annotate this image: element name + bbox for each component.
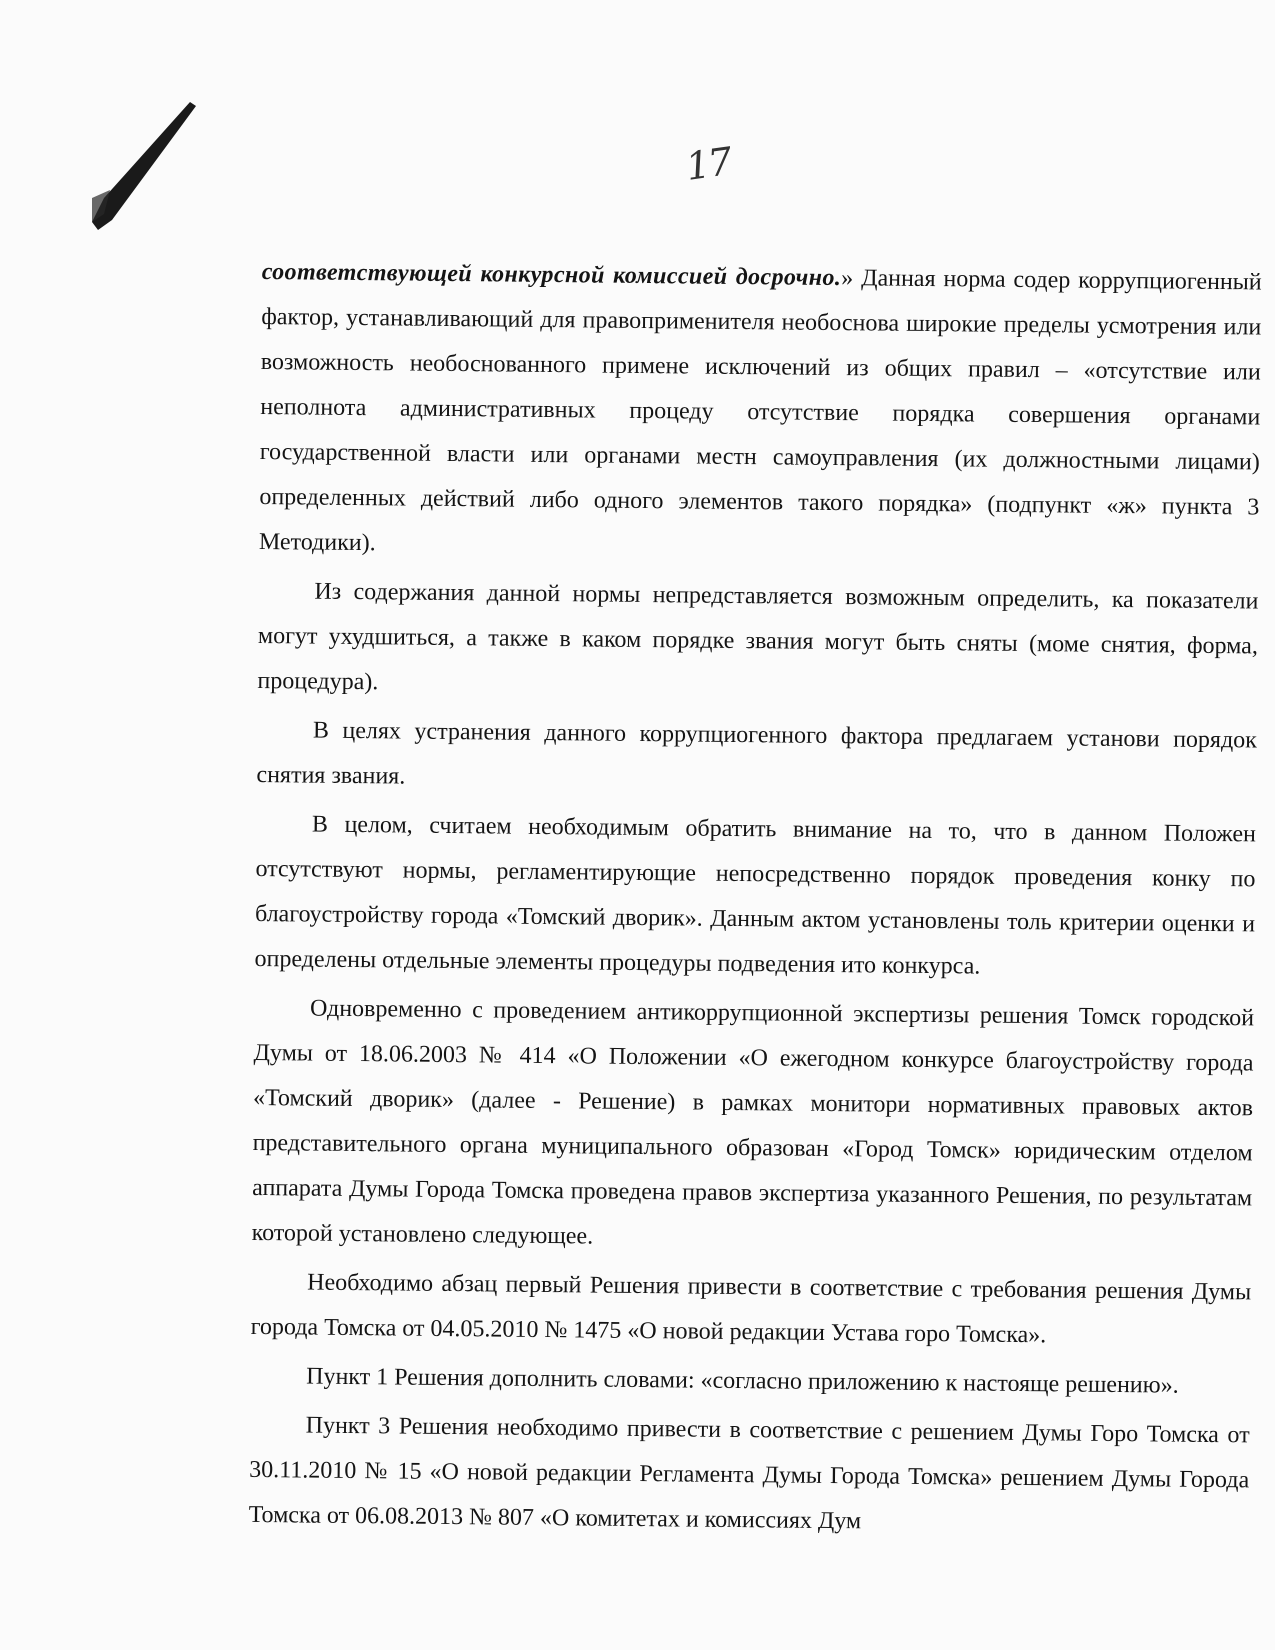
- paragraph-5: Одновременно с проведением антикоррупционной экспертизы решения Томск городской Думы от 18.06.2003 № 414 «О Положении «О ежегодном конкурсе благоустройству города «Томский дворик» (далее - Решение) в рамках монитори нормативных правовых актов представительного органа муниципального образован «Город Томск» юридическим отделом аппарата Думы Города Томска проведена правов экспертиза указанного Решения, по результатам которой установлено следующее.: [251, 995, 1255, 1250]
- document-body: [248, 250, 1261, 1552]
- paragraph-7: Пункт 1 Решения дополнить словами: «согласно приложению к настояще решению».: [306, 1363, 1179, 1399]
- emphasized-text: соответствующей конкурсной комиссией досрочно.: [261, 258, 842, 292]
- handwritten-page-number: 17: [683, 139, 734, 189]
- paragraph-1: [259, 250, 1262, 575]
- paragraph-8: Пункт 3 Решения необходимо привести в соответствие с решением Думы Горо Томска от 30.11.2010 № 15 «О новой редакции Регламента Думы Города Томска» решением Думы Города Томска от 06.08.2013 № 807 «О комитетах и комиссиях Дум: [248, 1412, 1250, 1535]
- scan-artifact-mark: [92, 102, 212, 232]
- paragraph-text: » Данная норма содер коррупциогенный фактор, устанавливающий для правоприменителя необоснова широкие пределы усмотрения или возможность необоснованного примене исключений из общих правил – «отсутствие или неполнота административных процеду отсутствие порядка совершения органами государственной власти или органами местн самоуправления (их должностными лицами) определенных действий либо одного элементов такого порядка» (подпункт «ж» пункта 3 Методики).: [258, 265, 1262, 557]
- paragraph-3: В целях устранения данного коррупциогенного фактора предлагаем установи порядок снятия звания.: [256, 717, 1258, 790]
- paragraph-2: Из содержания данной нормы непредставляется возможным определить, ка показатели могут ухудшиться, а также в каком порядке звания могут быть сняты (моме снятия, форма, процедура).: [257, 578, 1259, 696]
- paragraph-6: Необходимо абзац первый Решения привести в соответствие с требования решения Думы города Томска от 04.05.2010 № 1475 «О новой редакции Устава горо Томска».: [250, 1269, 1252, 1349]
- paragraph-4: В целом, считаем необходимым обратить внимание на то, что в данном Положен отсутствуют нормы, регламентирующие непосредственно порядок проведения конку по благоустройству города «Томский дворик». Данным актом установлены толь критерии оценки и определены отдельные элементы процедуры подведения ито конкурса.: [254, 811, 1257, 980]
